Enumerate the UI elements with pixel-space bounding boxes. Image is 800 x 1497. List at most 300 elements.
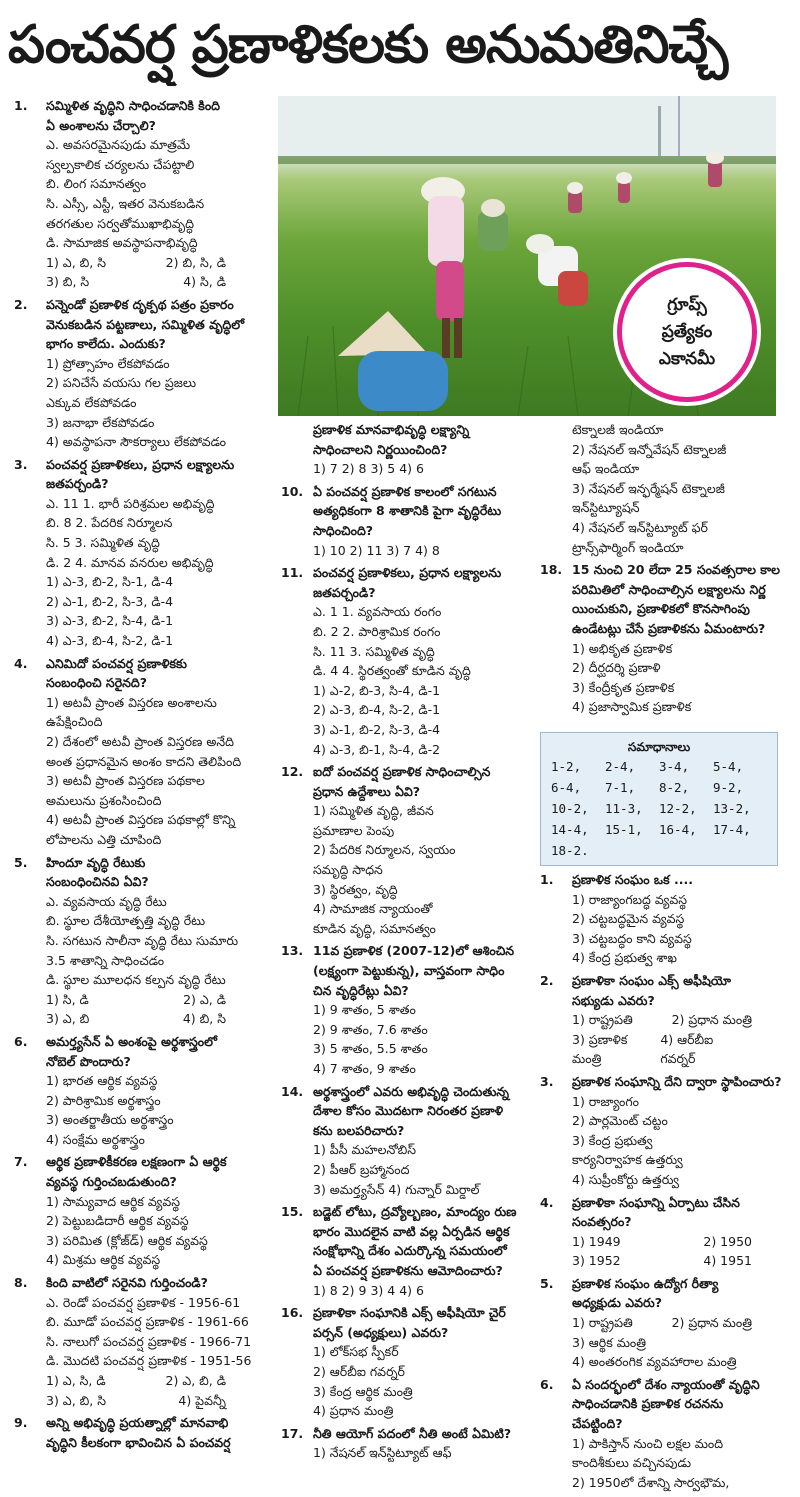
option-line: 4) సుప్రీంకోర్టు ఉత్తర్వు: [572, 1171, 680, 1187]
option-line: 2) పారిశ్రామిక అర్థశాస్త్రం: [46, 1092, 161, 1108]
option-line: 1) ప్రోత్సాహం లేకపోవడం: [46, 355, 170, 371]
question-number: 4.: [14, 655, 28, 671]
option-line: సి. 5 3. సమ్మిళిత వృద్ధి: [46, 535, 160, 551]
question-line: [540, 1072, 792, 1092]
option-line: సి. ఎస్సీ, ఎస్టీ, ఇతర వెనుకబడిన: [46, 195, 205, 211]
question-number: [281, 981, 313, 1001]
question-line: [14, 295, 266, 315]
option-line: 1) భారత ఆర్థిక వ్యవస్థ: [46, 1073, 158, 1089]
question-number: [14, 334, 46, 354]
option-line: బి. లింగ సమానత్వం: [46, 176, 147, 192]
question-line: [14, 853, 266, 873]
question-number: [14, 1172, 46, 1192]
question-line: [540, 619, 792, 639]
option-pair: [540, 1010, 792, 1030]
option-line: తరగతుల సర్వతోముఖాభివృద్ధి: [46, 215, 194, 231]
option-pair: [14, 1371, 266, 1391]
question-text: జతపర్చండి?: [46, 476, 109, 492]
option-line: ఎ. అవసరమైనపుడు మాత్రమే: [46, 137, 191, 153]
option-line: 1) పీసీ మహలనోబిస్: [313, 1142, 417, 1158]
question-block: [540, 560, 792, 717]
question-text: ఐదో పంచవర్ష ప్రణాళిక సాధించాల్సిన: [313, 764, 491, 780]
question-number: [281, 1121, 313, 1141]
option-line: 4) అంతరంగిక వ్యవహారాల మంత్రి: [572, 1354, 737, 1370]
question-line: [281, 1202, 531, 1222]
question-number: [281, 1222, 313, 1242]
option-line: 1) రాజ్యాంగబద్ధ వ్యవస్థ: [572, 891, 687, 907]
question-text: పంచవర్ష ప్రణాళికలు, ప్రధాన లక్ష్యాలను: [46, 456, 235, 472]
option-line: 3) జనాభా లేకపోవడం: [46, 414, 155, 430]
option-line: సి. నాలుగో పంచవర్ష ప్రణాళిక - 1966-71: [46, 1333, 252, 1349]
question-text: వెనుకబడిన పట్టణాలు, సమ్మిళిత వృద్ధిలో: [46, 316, 245, 332]
option-line: ఎక్కువ లేకపోవడం: [46, 394, 137, 410]
question-line: [540, 870, 792, 890]
question-text: కను బలపరిచారు?: [313, 1122, 405, 1138]
question-line: [281, 521, 531, 541]
option-line: 3) చట్టబద్ధం కాని వ్యవస్థ: [572, 930, 692, 946]
question-text: సాధించింది?: [313, 522, 374, 538]
question-block: [14, 1413, 266, 1452]
question-text: ఉండేటట్లు చేసే ప్రణాళికను ఏమంటారు?: [572, 620, 766, 636]
question-line: [14, 1032, 266, 1052]
question-number: [540, 619, 572, 639]
option-line: 2) పేదరిక నిర్మూలన, స్వయం: [313, 842, 456, 858]
question-text: ఎనిమిదో పంచవర్ష ప్రణాళికకు: [46, 655, 187, 671]
option-line: 3.5 శాతాన్ని సాధించడం: [46, 952, 165, 968]
question-text: అర్థశాస్త్రంలో ఎవరు అభివృద్ధి చెందుతున్న: [313, 1083, 509, 1099]
option: 4) సి, డి: [183, 274, 226, 290]
question-line: [540, 1193, 792, 1213]
question-number: 2.: [14, 296, 28, 312]
question-text: 11వ ప్రణాళిక (2007-12)లో ఆశించిన: [313, 943, 515, 959]
option-line: 4) 7 శాతం, 9 శాతం: [313, 1061, 416, 1076]
option-line: 4) ప్రధాన మంత్రి: [313, 1403, 394, 1419]
question-text: ఏ సందర్భంలో దేశం న్యాయంతో వృద్ధిని: [572, 1376, 760, 1392]
question-number: 6.: [14, 1033, 28, 1049]
option-line: 4) మిశ్రమ ఆర్థిక వ్యవస్థ: [46, 1252, 161, 1268]
question-number: [14, 474, 46, 494]
option-line: 1) అటవీ ప్రాంత విస్తరణ అంశాలను: [46, 694, 217, 710]
option-line: 3) స్థిరత్వం, వృద్ధి: [313, 881, 398, 897]
option: 1) రాష్ట్రపతి: [572, 1012, 633, 1028]
option-line: 1) ఎ-3, బి-2, సి-1, డి-4: [46, 574, 174, 590]
option-line: 1) పాకిస్తాన్ నుంచి లక్షల మంది: [572, 1435, 724, 1451]
question-line: [14, 872, 266, 892]
option-line: 4) ప్రజాస్వామిక ప్రణాళిక: [572, 699, 692, 715]
option: 2) బి, సి, డి: [165, 254, 226, 270]
option-line: సమృద్ధి సాధన: [313, 862, 383, 878]
question-line: [14, 1172, 266, 1192]
option-line: స్వల్పకాలిక చర్యలను చేపట్టాలి: [46, 156, 195, 172]
answer-item: 15-1,: [605, 822, 643, 837]
option-line: ట్రాన్స్‌ఫార్మింగ్ ఇండియా: [572, 539, 684, 555]
question-number: 18.: [540, 562, 563, 578]
question-text: సంవత్సరం?: [572, 1214, 632, 1230]
question-text: సంబంధించి సరైనది?: [46, 675, 147, 691]
question-number: 10.: [281, 483, 304, 499]
headline: పంచవర్ష ప్రణాళికలకు అనుమతినిచ్చే: [8, 15, 728, 75]
option-line: 4) నేషనల్ ఇన్‌స్టిట్యూట్ ఫర్: [572, 519, 708, 535]
option-line: 2) 9 శాతం, 7.6 శాతం: [313, 1021, 428, 1037]
answer-item: 12-2,: [659, 801, 697, 816]
option-line: 1) సామ్యవాద ఆర్థిక వ్యవస్థ: [46, 1193, 181, 1209]
column-3-top: [540, 420, 792, 717]
question-number: [540, 1414, 572, 1434]
question-text: ప్రధాన ఉద్దేశాలు ఏవి?: [313, 783, 421, 799]
option: 2) ఎ, డి: [183, 991, 226, 1007]
question-text: సమ్మిళిత వృద్ధిని సాధించడానికి కింది: [46, 98, 220, 113]
option-pair: [14, 1009, 266, 1029]
option-line: కాందిశీకులు వచ్చినపుడు: [572, 1455, 692, 1471]
groups-special-badge: [617, 262, 757, 402]
question-line: [281, 1323, 531, 1343]
question-number: [281, 521, 313, 541]
question-line: [540, 1212, 792, 1232]
question-text: సభ్యుడు ఎవరు?: [572, 992, 655, 1008]
question-text: ఏ పంచవర్ష ప్రణాళిక కాలంలో సగటున: [313, 483, 497, 499]
question-block: [14, 1032, 266, 1150]
question-line: [281, 1241, 531, 1261]
question-line: [281, 1222, 531, 1242]
question-line: [14, 1052, 266, 1072]
question-number: [281, 440, 313, 460]
answer-item: 10-2,: [551, 801, 589, 816]
option: 4) పైవన్నీ: [178, 1392, 226, 1408]
question-block: [14, 1273, 266, 1410]
option-pair: [14, 1391, 266, 1411]
question-line: [281, 420, 531, 440]
question-text: భారం మొదలైన వాటి వల్ల ఏర్పడిన ఆర్థిక: [313, 1223, 510, 1239]
column-3-bottom: [540, 870, 792, 1492]
answer-item: 6-4,: [551, 780, 582, 795]
question-text: ప్రణాళికా సంఘాన్ని ఏర్పాటు చేసిన: [572, 1194, 740, 1210]
question-line: [14, 1433, 266, 1453]
question-block: [14, 853, 266, 1029]
option-line: 1) రాజ్యాంగం: [572, 1093, 640, 1109]
option-line: 3) కేంద్ర ప్రభుత్వ: [572, 1132, 653, 1148]
question-number: [14, 1052, 46, 1072]
option-line: ఎ. వ్యవసాయ వృద్ధి రేటు: [46, 893, 167, 909]
question-number: [281, 1323, 313, 1343]
option-line: ఇన్‌స్టిట్యూషన్: [572, 500, 640, 516]
question-text: పంచవర్ష ప్రణాళికలు, ప్రధాన లక్ష్యాలను: [313, 565, 502, 581]
option: 3) 1952: [572, 1253, 621, 1269]
question-block: [540, 971, 792, 1069]
answer-item: 1-2,: [551, 759, 582, 774]
question-line: [14, 116, 266, 136]
column-1: [14, 96, 266, 1491]
answers-title: సమాధానాలు: [627, 740, 691, 754]
question-block: [281, 762, 531, 938]
question-text: అధ్యక్షుడు ఎవరు?: [572, 1295, 663, 1311]
question-number: 9.: [14, 1415, 28, 1431]
option-line: 3) అమర్త్యసేన్ 4) గున్నార్ మిర్డాల్: [313, 1181, 480, 1197]
question-line: [540, 971, 792, 991]
question-line: [281, 440, 531, 460]
question-text: నోబెల్ పొందారు?: [46, 1053, 131, 1069]
question-line: [281, 583, 531, 603]
question-line: [14, 1273, 266, 1293]
badge-line-2: ప్రత్యేకం: [661, 321, 713, 342]
option: 4) ఆర్‌బీఐ గవర్నర్: [660, 1031, 714, 1067]
option: 1) 1949: [572, 1233, 621, 1249]
option-line: 2) నేషనల్ ఇన్నోవేషన్ టెక్నాలజీ: [572, 441, 727, 457]
question-text: కింది వాటిలో సరైనవి గుర్తించండి?: [46, 1275, 208, 1291]
option-pair: [14, 272, 266, 292]
option-line: కూడిన వృద్ధి, సమానత్వం: [313, 920, 436, 936]
question-number: [14, 1433, 46, 1453]
option: 3) ఎ, బి: [46, 1011, 90, 1027]
question-text: సంక్షోభాన్ని దేశం ఎదుర్కొన్న సమయంలో: [313, 1243, 507, 1259]
question-line: [540, 1293, 792, 1313]
question-number: [540, 580, 572, 600]
question-number: [281, 961, 313, 981]
question-number: [540, 1394, 572, 1414]
question-block: [14, 96, 266, 292]
question-line: [540, 580, 792, 600]
question-text: జతపర్చండి?: [313, 584, 376, 600]
option: 1) ఎ, బి, సి: [46, 254, 106, 270]
question-text: 15 నుంచి 20 లేదా 25 సంవత్సరాల కాల: [572, 562, 780, 578]
question-number: 1.: [14, 98, 28, 113]
question-block: [540, 1193, 792, 1271]
option: 2) ప్రధాన మంత్రి: [671, 1012, 752, 1028]
question-line: [281, 1082, 531, 1102]
question-number: 5.: [14, 854, 28, 870]
option: 1) ఎ, సి, డి: [46, 1373, 106, 1388]
question-line: [281, 1424, 531, 1444]
question-text: పర్సన్ (అధ్యక్షులు) ఎవరు?: [313, 1324, 449, 1340]
question-number: 17.: [281, 1425, 304, 1441]
option-line: ఉపేక్షించింది: [46, 714, 103, 730]
question-number: 11.: [281, 565, 304, 581]
question-block: [281, 420, 531, 479]
answer-item: 13-2,: [713, 801, 751, 816]
question-line: [281, 782, 531, 802]
question-number: 1.: [540, 872, 554, 887]
question-block: [281, 1424, 531, 1463]
option-line: ఆఫ్ ఇండియా: [572, 461, 640, 477]
question-block: [540, 870, 792, 968]
question-text: చేపట్టింది?: [572, 1416, 623, 1432]
option-pair: [540, 1232, 792, 1252]
question-block: [281, 941, 531, 1078]
question-block: [14, 455, 266, 651]
question-number: [281, 1261, 313, 1281]
question-text: సాధించడానికి ప్రణాళిక రచనను: [572, 1396, 724, 1412]
option-line: 1) 7 2) 8 3) 5 4) 6: [313, 461, 424, 477]
option: 1) రాష్ట్రపతి: [572, 1315, 633, 1331]
question-line: [14, 1152, 266, 1172]
question-text: యించుకుని, ప్రణాళికలో కొనసాగింపు: [572, 601, 750, 617]
option: 4) 1951: [703, 1253, 752, 1269]
question-number: 7.: [14, 1154, 28, 1170]
option-line: 3) నేషనల్ ఇన్ఫర్మేషన్ టెక్నాలజీ: [572, 480, 725, 496]
option-line: డి. 2 4. మానవ వనరుల అభివృద్ధి: [46, 554, 214, 570]
option-line: అంత ప్రధానమైన అంశం కాదని తెలిపింది: [46, 753, 242, 769]
option-line: 1) 10 2) 11 3) 7 4) 8: [313, 542, 440, 558]
option-line: 2) దేశంలో అటవీ ప్రాంత విస్తరణ అనేది: [46, 734, 234, 749]
question-number: [14, 315, 46, 335]
question-block: [281, 1082, 531, 1200]
option-line: 2) చట్టబద్ధమైన వ్యవస్థ: [572, 911, 685, 927]
question-number: [14, 116, 46, 136]
question-text: సాధించాలని నిర్ణయించింది?: [313, 441, 448, 457]
question-text: అత్యధికంగా 8 శాతానికి పైగా వృద్ధిరేటు: [313, 503, 502, 519]
question-line: [281, 563, 531, 583]
question-line: [540, 1375, 792, 1395]
question-text: ఏ పంచవర్ష ప్రణాళికను ఆమోదించారు?: [313, 1262, 503, 1278]
answer-item: 18-2.: [551, 843, 589, 858]
question-block: [281, 1303, 531, 1421]
question-block: [281, 482, 531, 560]
question-text: పన్నెండో ప్రణాళిక దృక్పథ పత్రం ప్రకారం: [46, 296, 234, 312]
option-line: 4) సామాజిక న్యాయంతో: [313, 901, 433, 917]
answers-grid: [551, 757, 767, 860]
answer-item: 17-4,: [713, 822, 751, 837]
option-line: 1) లోక్‌సభ స్పీకర్: [313, 1344, 399, 1360]
question-number: 2.: [540, 972, 554, 988]
question-line: [540, 560, 792, 580]
question-text: బడ్జెట్ లోటు, ద్రవ్యోల్బణం, మాంద్యం రుణ: [313, 1204, 517, 1220]
question-text: చిన వృద్ధిరేట్లు ఏవి?: [313, 982, 409, 998]
option-line: 1) అభికృత ప్రణాళిక: [572, 640, 673, 656]
question-text: అన్ని అభివృద్ధి ప్రయత్నాల్లో మానవాభి: [46, 1415, 229, 1431]
question-text: ప్రణాళికా సంఘం ఎక్స్ అఫీషియో: [572, 972, 731, 988]
question-line: [281, 1101, 531, 1121]
question-text: సంబంధించినవి ఏవి?: [46, 874, 149, 890]
option-line: 1) సమ్మిళిత వృద్ధి, జీవన: [313, 803, 434, 819]
question-number: [540, 1293, 572, 1313]
question-block: [540, 420, 792, 557]
option-line: 3) అంతర్జాతీయ అర్థశాస్త్రం: [46, 1112, 174, 1128]
option-line: 4) అవస్థాపనా సౌకర్యాలు లేకపోవడం: [46, 434, 226, 450]
option-line: 4) ఎ-3, బి-4, సి-2, డి-1: [46, 633, 174, 649]
option: 2) 1950: [703, 1233, 752, 1249]
question-text: ఏ అంశాలను చేర్చాలి?: [46, 117, 156, 133]
answer-item: 5-4,: [713, 759, 744, 774]
question-line: [281, 482, 531, 502]
column-3: [540, 420, 792, 1492]
answer-item: 16-4,: [659, 822, 697, 837]
option-line: 2) పెట్టుబడిదారీ ఆర్థిక వ్యవస్థ: [46, 1213, 189, 1229]
option-line: 1) 9 శాతం, 5 శాతం: [313, 1002, 416, 1018]
option-line: ఎ. 1 1. వ్యవసాయ రంగం: [313, 604, 442, 620]
option-line: 4) ఎ-3, బి-1, సి-4, డి-2: [313, 741, 441, 757]
answers-box: [540, 732, 778, 866]
option-line: 3) ఎ-3, బి-2, సి-4, డి-1: [46, 613, 174, 629]
question-line: [281, 501, 531, 521]
option-line: ఎ. 11 1. భారీ పరిశ్రమల అభివృద్ధి: [46, 495, 215, 511]
question-number: 3.: [540, 1073, 554, 1089]
column-2: [281, 420, 531, 1492]
question-text: వృద్ధిని కీలకంగా భావించిన ఏ పంచవర్ష: [46, 1434, 231, 1450]
question-text: ఆర్థిక ప్రణాళికీకరణ లక్షణంగా ఏ ఆర్థిక: [46, 1154, 227, 1170]
option-pair: [540, 1030, 792, 1069]
question-line: [14, 673, 266, 693]
option-line: కార్యనిర్వాహక ఉత్తర్వు: [572, 1152, 683, 1168]
option-line: లోపాలను ఎత్తి చూపింది: [46, 831, 162, 847]
question-line: [281, 1261, 531, 1281]
option-line: 3) కేంద్రీకృత ప్రణాళిక: [572, 679, 675, 695]
option-line: 2) ఎ-1, బి-2, సి-3, డి-4: [46, 593, 174, 609]
question-number: 8.: [14, 1275, 28, 1291]
question-text: ప్రణాళిక సంఘం ఒక ....: [572, 872, 693, 887]
option-line: 4) అటవీ ప్రాంత విస్తరణ పథకాల్లో కొన్ని: [46, 812, 236, 828]
option-line: సి. సగటున సాలీనా వృద్ధి రేటు సుమారు: [46, 932, 239, 948]
option-line: టెక్నాలజీ ఇండియా: [572, 422, 664, 437]
question-line: [14, 474, 266, 494]
option-line: డి. మొదటి పంచవర్ష ప్రణాళిక - 1951-56: [46, 1353, 252, 1369]
option-line: 1) నేషనల్ ఇన్‌స్టిట్యూట్ ఆఫ్: [313, 1445, 452, 1461]
question-block: [540, 1375, 792, 1492]
question-line: [540, 1274, 792, 1294]
question-text: ప్రణాళిక సంఘం ఉద్యోగ రీత్యా: [572, 1275, 719, 1291]
option-line: 3) 5 శాతం, 5.5 శాతం: [313, 1041, 428, 1057]
question-number: 3.: [14, 456, 28, 472]
option-pair: [540, 1313, 792, 1333]
option-line: ప్రమాణాల పెంపు: [313, 822, 395, 838]
question-line: [14, 334, 266, 354]
badge-line-3: ఎకానమీ: [658, 348, 716, 369]
question-text: హిందూ వృద్ధి రేటుకు: [46, 854, 146, 870]
option-line: 3) కేంద్ర ఆర్థిక మంత్రి: [313, 1383, 413, 1399]
question-text: పరిమితిలో సాధించాల్సిన లక్ష్యాలను నిర్ణ: [572, 581, 766, 597]
option: 3) బి, సి: [46, 274, 90, 290]
option-line: 2) పీఆర్ బ్రహ్మానంద: [313, 1161, 410, 1177]
question-text: భాగం కాలేదు. ఎందుకు?: [46, 336, 166, 352]
badge-line-1: గ్రూప్స్: [667, 294, 707, 315]
question-line: [281, 1303, 531, 1323]
option-line: 1) 8 2) 9 3) 4 4) 6: [313, 1282, 424, 1298]
question-text: ప్రణాళికా సంఘానికి ఎక్స్ అఫీషియో చైర్: [313, 1305, 506, 1321]
question-text: (లక్ష్యంగా పెట్టుకున్న), వాస్తవంగా సాధిం: [313, 963, 505, 979]
answer-item: 2-4,: [605, 759, 636, 774]
question-number: 6.: [540, 1376, 554, 1392]
option-line: 2) దీర్ఘదర్శి ప్రణాళి: [572, 660, 661, 676]
question-line: [281, 762, 531, 782]
question-number: [281, 782, 313, 802]
question-number: 14.: [281, 1083, 304, 1099]
option-line: 3) అటవీ ప్రాంత విస్తరణ పథకాల: [46, 773, 205, 789]
question-text: వ్యవస్థ గుర్తించబడుతుంది?: [46, 1174, 177, 1190]
question-number: [281, 583, 313, 603]
question-line: [14, 654, 266, 674]
question-line: [540, 1394, 792, 1414]
option-line: బి. స్థూల దేశీయోత్పత్తి వృద్ధి రేటు: [46, 913, 206, 929]
question-text: దేశాల కోసం మొదటగా నిరంతర ప్రణాళి: [313, 1103, 504, 1119]
answer-item: 14-4,: [551, 822, 589, 837]
question-line: [540, 1414, 792, 1434]
answer-item: 9-2,: [713, 780, 744, 795]
question-number: [281, 420, 313, 440]
question-number: [540, 599, 572, 619]
question-number: [14, 673, 46, 693]
option-line: ఎ. రెండో పంచవర్ష ప్రణాళిక - 1956-61: [46, 1294, 241, 1310]
question-block: [540, 1072, 792, 1190]
option-pair: [540, 1251, 792, 1271]
answer-item: 7-1,: [605, 780, 636, 795]
question-line: [281, 1121, 531, 1141]
question-number: 15.: [281, 1204, 304, 1220]
option-line: సి. 11 3. సమ్మిళిత వృద్ధి: [313, 643, 435, 659]
answer-item: 8-2,: [659, 780, 690, 795]
question-block: [540, 1274, 792, 1372]
option-line: 3) ఎ-1, బి-2, సి-3, డి-4: [313, 721, 441, 737]
question-text: ప్రణాళిక మానవాభివృద్ధి లక్ష్యాన్ని: [313, 422, 470, 437]
question-number: 13.: [281, 943, 304, 959]
question-number: 4.: [540, 1194, 554, 1210]
